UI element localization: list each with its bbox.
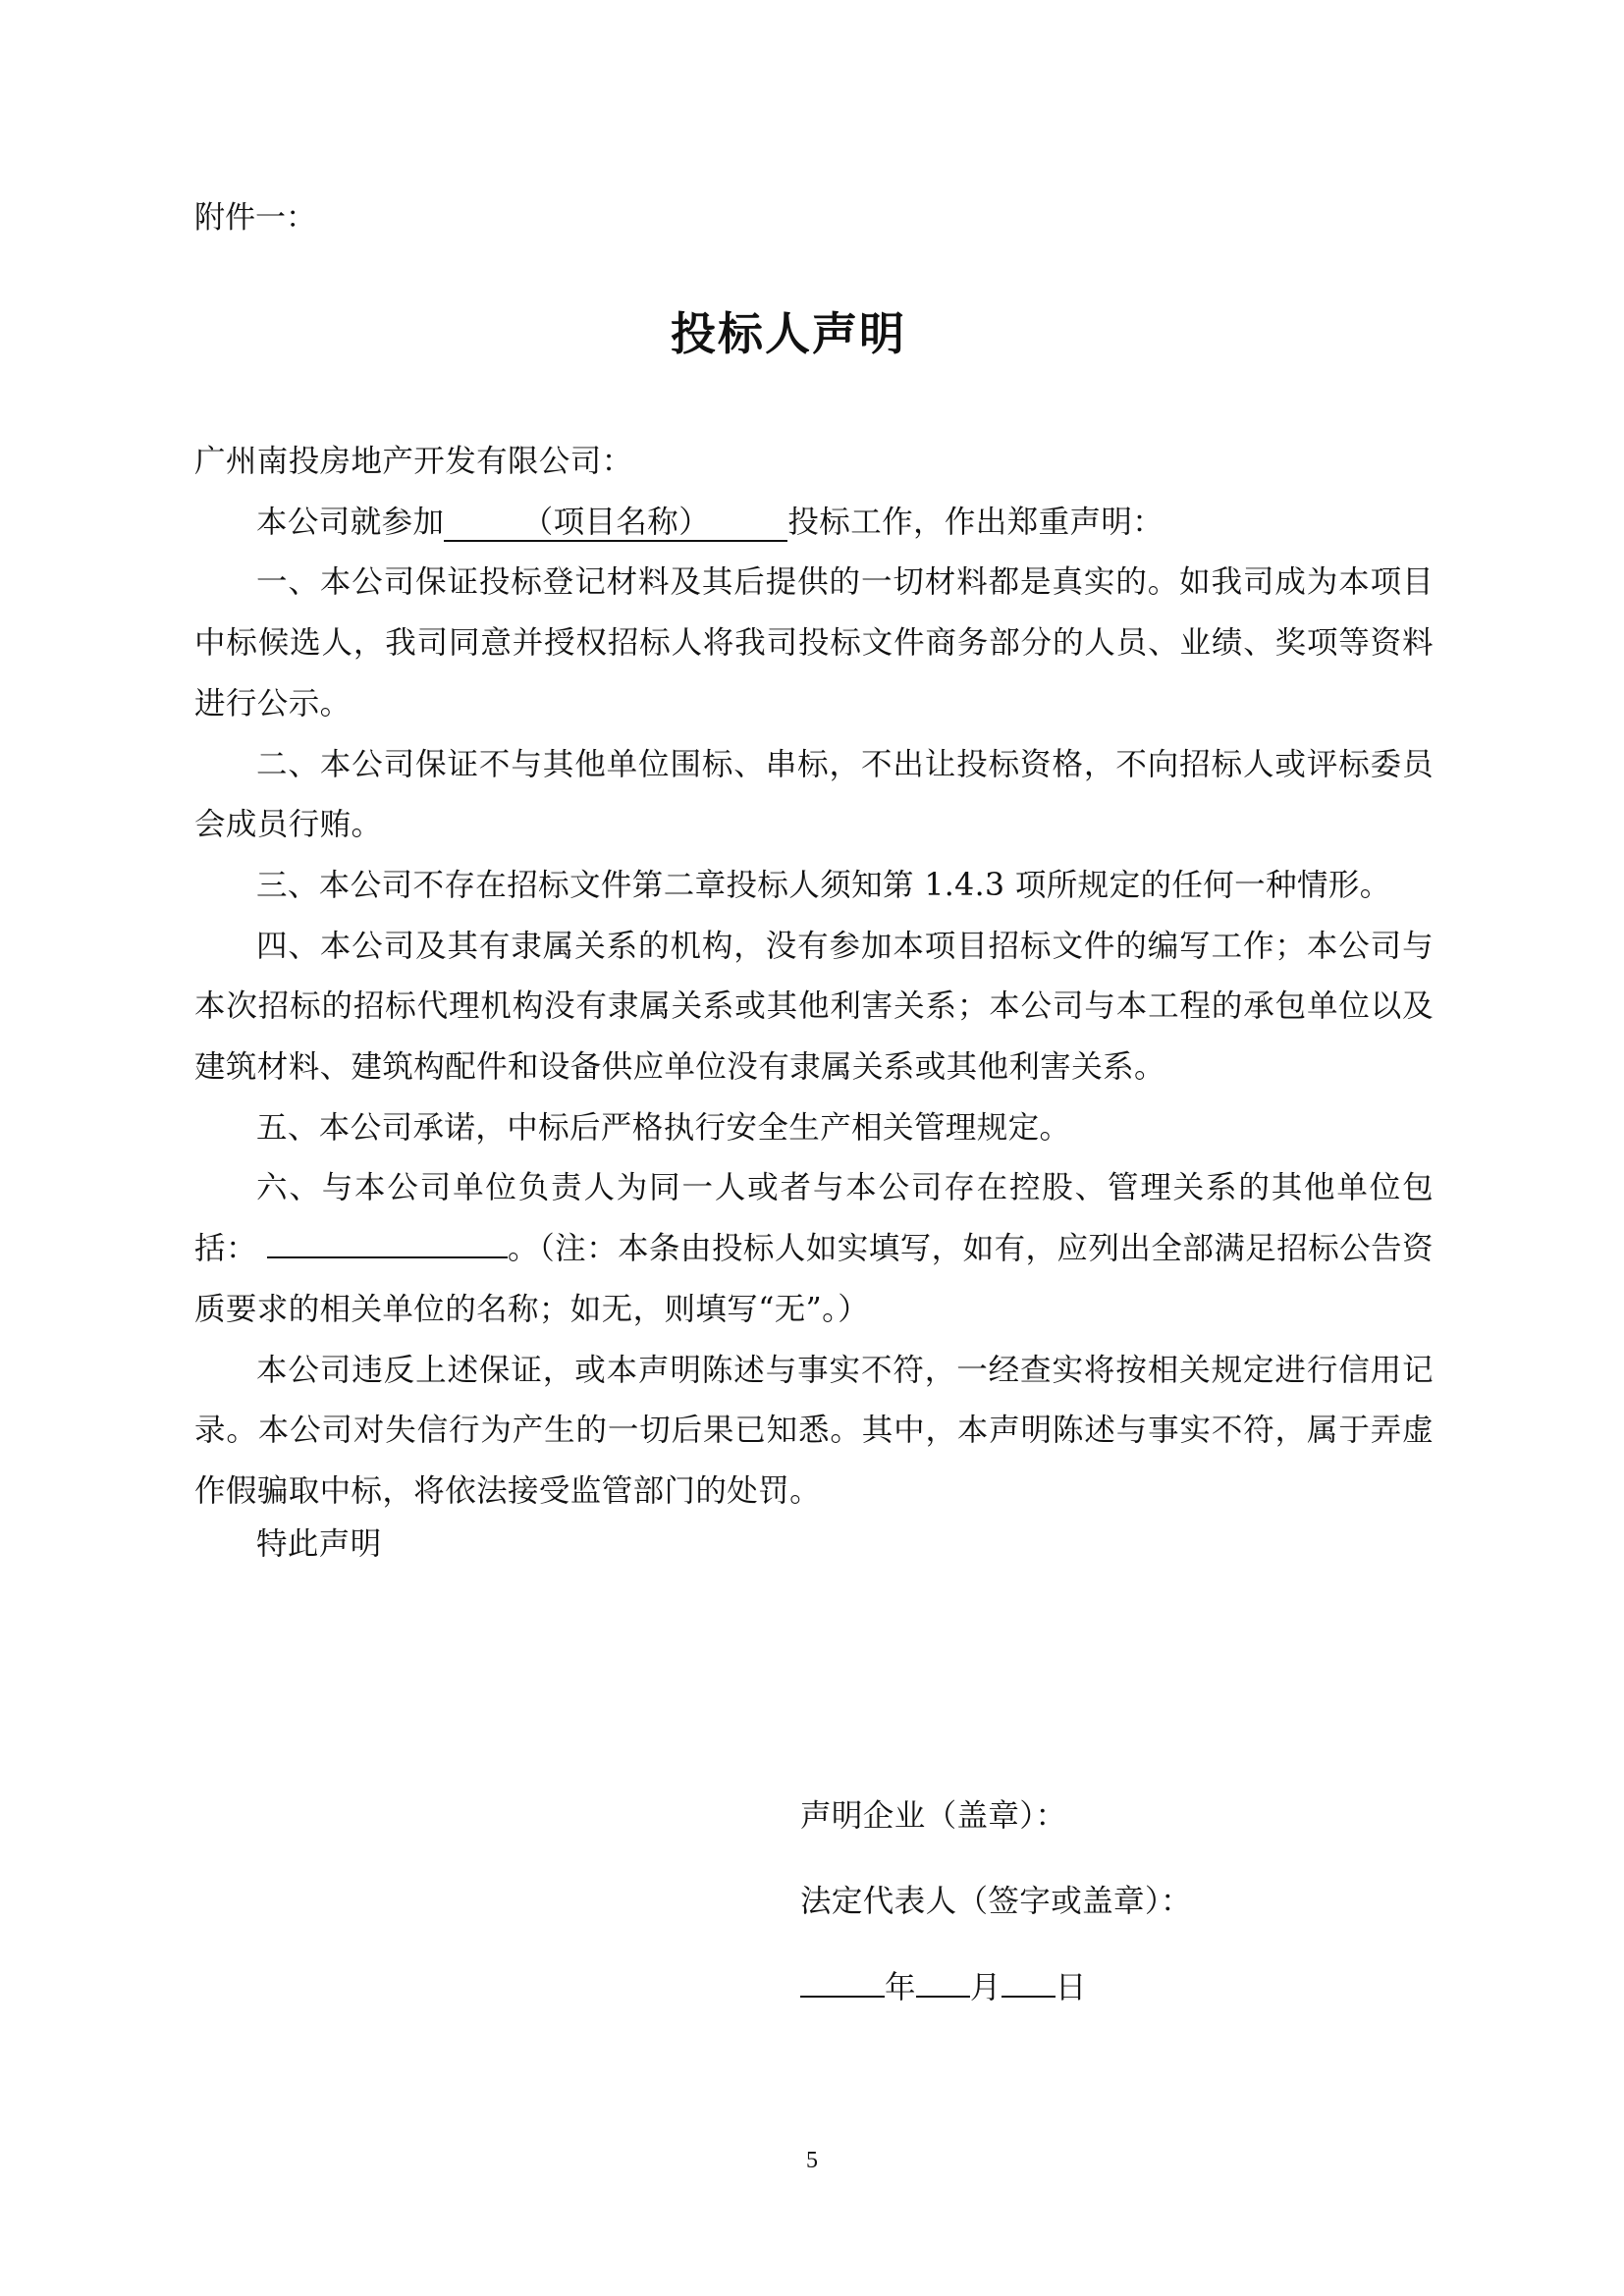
sign-representative: 法定代表人（签字或盖章）： — [800, 1884, 1192, 1919]
sign-date — [800, 1966, 1087, 2009]
page-number: 5 — [806, 2148, 818, 2173]
closing-paragraph: 本公司违反上述保证，或本声明陈述与事实不符，一经查实将按相关规定进行信用记录。本公司对失信行为产生的一切后果已知悉。其中，本声明陈述与事实不符，属于弄虚作假骗取中标，将依法接受监管部门的处罚。 — [194, 1352, 1434, 1509]
clause-3: 三、本公司不存在招标文件第二章投标人须知第 1.4.3 项所规定的任何一种情形。 — [256, 867, 1391, 903]
recipient-line: 广州南投房地产开发有限公司： — [194, 444, 633, 479]
sign-company: 声明企业（盖章）： — [800, 1798, 1067, 1834]
month-blank — [916, 1966, 970, 1998]
clause-4: 四、本公司及其有隶属关系的机构，没有参加本项目招标文件的编写工作；本公司与本次招标的招标代理机构没有隶属关系或其他利害关系；本公司与本工程的承包单位以及建筑材料、建筑构配件和设备供应单位没有隶属关系或其他利害关系。 — [194, 928, 1434, 1086]
intro-prefix: 本公司就参加 — [256, 504, 445, 540]
intro-suffix: 投标工作，作出郑重声明： — [787, 504, 1164, 540]
day-blank — [1001, 1966, 1056, 1998]
date-month-label: 月 — [969, 1970, 1001, 2005]
related-units-blank — [267, 1227, 508, 1258]
clause-6 — [194, 1158, 1434, 1340]
year-blank — [800, 1966, 885, 1998]
clause-6-suffix: 。（注：本条由投标人如实填写，如有，应列出全部满足招标公告资质要求的相关单位的名称；如无，则填写“无”。） — [194, 1231, 1434, 1327]
clause-2: 二、本公司保证不与其他单位围标、串标，不出让投标资格，不向招标人或评标委员会成员行贿。 — [194, 746, 1434, 843]
document-title: 投标人声明 — [671, 307, 906, 360]
clause-1: 一、本公司保证投标登记材料及其后提供的一切材料都是真实的。如我司成为本项目中标候选人，我司同意并授权招标人将我司投标文件商务部分的人员、业绩、奖项等资料进行公示。 — [194, 564, 1434, 721]
date-year-label: 年 — [885, 1970, 916, 2005]
date-day-label: 日 — [1055, 1970, 1087, 2005]
hereby-declare: 特此声明 — [256, 1525, 382, 1562]
attachment-label: 附件一： — [194, 200, 316, 236]
clause-6-prefix: 六、与本公司单位负责人为同一人或者与本公司存在控股、管理关系的其他单位包括： — [194, 1170, 1434, 1267]
intro-paragraph — [194, 493, 1434, 554]
project-name-blank: （项目名称） — [444, 505, 787, 542]
clause-5: 五、本公司承诺，中标后严格执行安全生产相关管理规定。 — [256, 1109, 1071, 1146]
document-body — [194, 432, 1434, 1566]
